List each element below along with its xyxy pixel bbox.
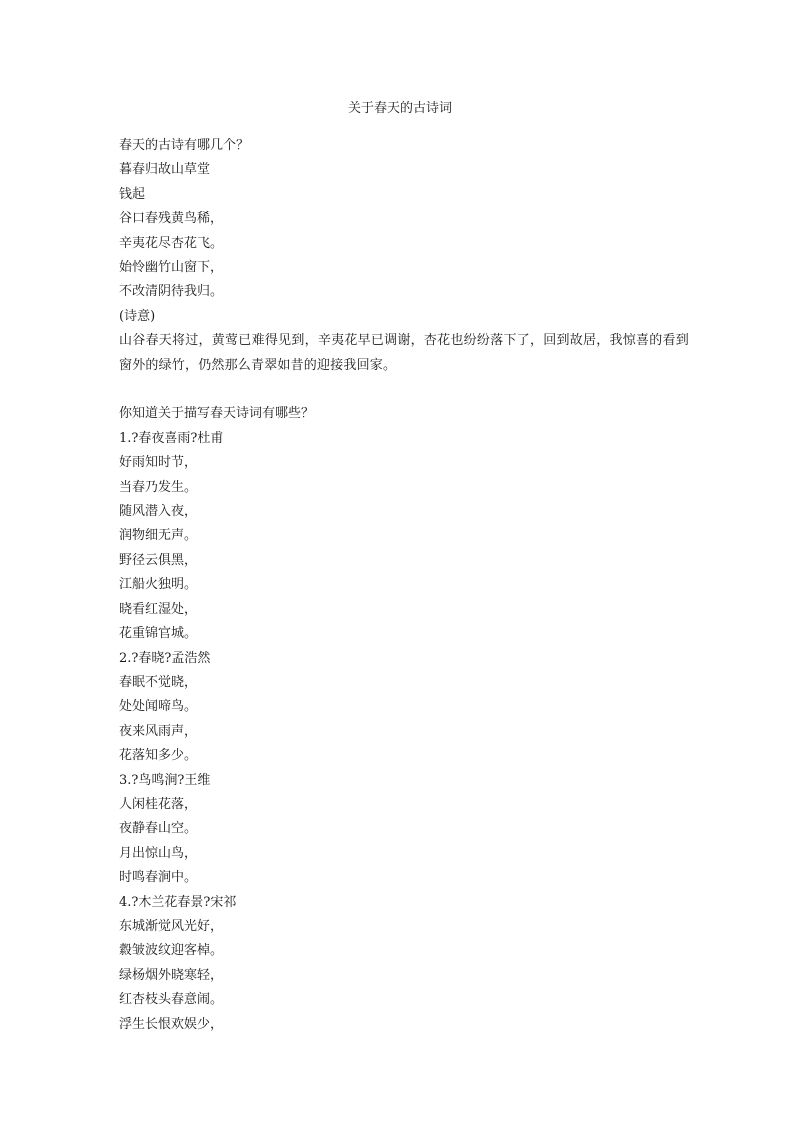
poem-title: 暮春归故山草堂: [119, 162, 211, 178]
poem-line: 野径云俱黑，: [119, 552, 198, 568]
poem-heading: 2.?春晓?孟浩然: [119, 650, 211, 666]
poem-line: 润物细无声。: [119, 528, 198, 544]
blank-line: [119, 378, 689, 402]
poem-heading: 3.?鸟鸣涧?王维: [119, 772, 211, 788]
poem-line: 不改清阴待我归。: [119, 284, 224, 300]
poem-line: 时鸣春涧中。: [119, 870, 198, 886]
poem-line: 谷口春残黄鸟稀，: [119, 211, 224, 227]
poem-line: 人闲桂花落，: [119, 796, 198, 812]
poem-line: 花落知多少。: [119, 748, 198, 764]
poem-line: 东城渐觉风光好，: [119, 918, 224, 934]
section1-question: 春天的古诗有哪几个？: [119, 138, 250, 153]
poem-line: 始怜幽竹山窗下，: [119, 260, 224, 276]
meaning-paragraph: 山谷春天将过，黄莺已难得见到，辛夷花早已调谢，杏花也纷纷落下了，回到故居，我惊喜的看到窗外的绿竹，仍然那么青翠如昔的迎接我回家。: [119, 333, 689, 373]
poem-line: 当春乃发生。: [119, 479, 198, 495]
poem-heading: 1.?春夜喜雨?杜甫: [119, 430, 224, 446]
poem-line: 江船火独明。: [119, 577, 198, 593]
poem-line: 夜静春山空。: [119, 821, 198, 837]
poem-line: 晓看红湿处，: [119, 601, 198, 617]
meaning-label: (诗意): [119, 308, 156, 324]
poem-heading: 4.?木兰花春景?宋祁: [119, 894, 237, 910]
poem-author: 钱起: [119, 186, 146, 202]
poem-line: 红杏枝头春意闹。: [119, 992, 224, 1008]
document-title: 关于春天的古诗词: [347, 101, 452, 116]
poem-line: 辛夷花尽杏花飞。: [119, 235, 224, 251]
poem-line: 绿杨烟外晓寒轻，: [119, 967, 224, 983]
poem-line: 浮生长恨欢娱少，: [119, 1016, 224, 1032]
poem-line: 夜来风雨声，: [119, 723, 198, 739]
poem-line: 月出惊山鸟，: [119, 845, 198, 861]
poem-line: 縠皱波纹迎客棹。: [119, 943, 224, 959]
poem-line: 花重锦官城。: [119, 626, 198, 642]
poem-line: 随风潜入夜，: [119, 504, 198, 520]
poem-line: 处处闻啼鸟。: [119, 699, 198, 715]
poem-line: 好雨知时节，: [119, 455, 198, 471]
section2-question: 你知道关于描写春天诗词有哪些？: [119, 406, 315, 422]
poem-line: 春眠不觉晓，: [119, 674, 198, 690]
document-body: [119, 134, 689, 1037]
